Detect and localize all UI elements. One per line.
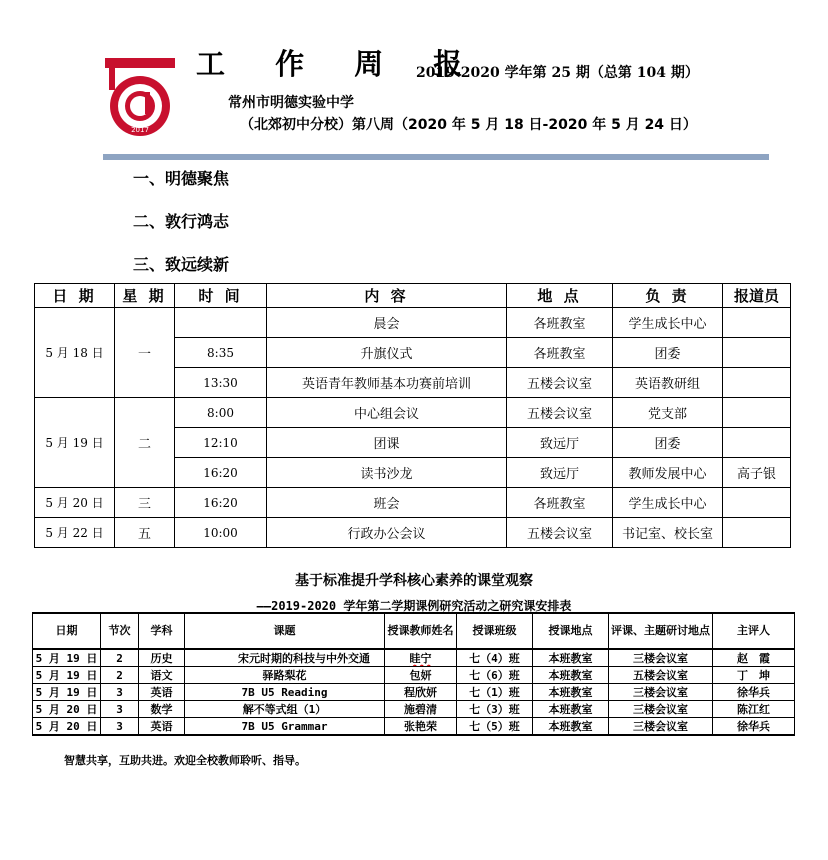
reporter-cell <box>723 368 791 398</box>
column-header: 主评人 <box>713 613 795 649</box>
column-header: 课题 <box>185 613 385 649</box>
period-cell: 3 <box>101 701 139 718</box>
header-divider <box>103 154 769 160</box>
branch-week: （北郊初中分校）第八周（2020 年 5 月 18 日-2020 年 5 月 24 日） <box>240 117 697 133</box>
content-cell: 班会 <box>267 488 507 518</box>
place-cell: 致远厅 <box>507 458 613 488</box>
column-header: 日期 <box>33 613 101 649</box>
issue-number: 2019-2020 学年第 25 期（总第 104 期） <box>416 65 699 81</box>
table-row <box>33 718 795 736</box>
observation-table <box>32 612 795 736</box>
time-cell: 8:00 <box>175 398 267 428</box>
place-cell: 本班教室 <box>533 701 609 718</box>
column-header: 授课教师姓名 <box>385 613 457 649</box>
review-place-cell: 三楼会议室 <box>609 718 713 736</box>
subject-cell: 语文 <box>139 667 185 684</box>
subject-cell: 历史 <box>139 649 185 667</box>
teacher-cell: 程欣妍 <box>385 684 457 701</box>
table-row <box>33 701 795 718</box>
teacher-cell: 施碧清 <box>385 701 457 718</box>
section-heading: 二、敦行鸿志 <box>133 212 230 231</box>
section-heading: 一、明德聚焦 <box>133 169 230 188</box>
topic-cell: 7B U5 Grammar <box>185 718 385 736</box>
period-cell: 2 <box>101 649 139 667</box>
review-place-cell: 三楼会议室 <box>609 684 713 701</box>
observation-subtitle: ——2019-2020 学年第二学期课例研究活动之研究课安排表 <box>256 599 572 613</box>
owner-cell: 团委 <box>613 428 723 458</box>
column-header: 授课班级 <box>457 613 533 649</box>
table-header-row <box>35 284 791 308</box>
content-cell: 英语青年教师基本功赛前培训 <box>267 368 507 398</box>
table-row <box>33 667 795 684</box>
class-cell: 七（3）班 <box>457 701 533 718</box>
content-cell: 读书沙龙 <box>267 458 507 488</box>
table-row <box>35 488 791 518</box>
date-cell: 5 月 20 日 <box>35 488 115 518</box>
reviewer-cell: 陈江红 <box>713 701 795 718</box>
column-header: 授课地点 <box>533 613 609 649</box>
time-cell: 16:20 <box>175 458 267 488</box>
column-header: 评课、主题研讨地点 <box>609 613 713 649</box>
report-title: 工 作 周 报 <box>196 47 483 81</box>
subject-cell: 英语 <box>139 718 185 736</box>
place-cell: 本班教室 <box>533 667 609 684</box>
teacher-cell: 包妍 <box>385 667 457 684</box>
table-row <box>33 684 795 701</box>
review-place-cell: 三楼会议室 <box>609 649 713 667</box>
topic-cell: 驿路梨花 <box>185 667 385 684</box>
class-cell: 七（6）班 <box>457 667 533 684</box>
reviewer-cell: 徐华兵 <box>713 718 795 736</box>
weekday-cell: 二 <box>115 398 175 488</box>
column-header: 星 期 <box>115 284 175 308</box>
table-row <box>35 308 791 338</box>
reporter-cell: 高子银 <box>723 458 791 488</box>
date-cell: 5 月 19 日 <box>33 649 101 667</box>
column-header: 节次 <box>101 613 139 649</box>
date-cell: 5 月 20 日 <box>33 718 101 736</box>
review-place-cell: 三楼会议室 <box>609 701 713 718</box>
weekday-cell: 一 <box>115 308 175 398</box>
date-cell: 5 月 19 日 <box>33 667 101 684</box>
section-heading: 三、致远续新 <box>133 255 230 274</box>
subject-cell: 英语 <box>139 684 185 701</box>
column-header: 日 期 <box>35 284 115 308</box>
table-header-row <box>33 613 795 649</box>
column-header: 地 点 <box>507 284 613 308</box>
time-cell <box>175 308 267 338</box>
period-cell: 2 <box>101 667 139 684</box>
table-row <box>33 649 795 667</box>
footer-note: 智慧共享，互助共进。欢迎全校教师聆听、指导。 <box>64 754 306 767</box>
reporter-cell <box>723 308 791 338</box>
column-header: 内 容 <box>267 284 507 308</box>
content-cell: 升旗仪式 <box>267 338 507 368</box>
class-cell: 七（5）班 <box>457 718 533 736</box>
date-cell: 5 月 19 日 <box>35 398 115 488</box>
teacher-name: 眭宁 <box>409 652 432 665</box>
class-cell: 七（1）班 <box>457 684 533 701</box>
time-cell: 12:10 <box>175 428 267 458</box>
time-cell: 8:35 <box>175 338 267 368</box>
reviewer-cell: 丁 坤 <box>713 667 795 684</box>
date-cell: 5 月 20 日 <box>33 701 101 718</box>
reviewer-cell: 赵 霞 <box>713 649 795 667</box>
time-cell: 10:00 <box>175 518 267 548</box>
reporter-cell <box>723 398 791 428</box>
place-cell: 五楼会议室 <box>507 398 613 428</box>
place-cell: 五楼会议室 <box>507 368 613 398</box>
date-cell: 5 月 22 日 <box>35 518 115 548</box>
weekly-schedule-table <box>34 283 791 548</box>
column-header: 负 责 <box>613 284 723 308</box>
logo-top-bar <box>105 58 175 68</box>
reporter-cell <box>723 488 791 518</box>
topic-cell: 7B U5 Reading <box>185 684 385 701</box>
owner-cell: 团委 <box>613 338 723 368</box>
table-row <box>35 398 791 428</box>
owner-cell: 英语教研组 <box>613 368 723 398</box>
teacher-cell: 张艳荣 <box>385 718 457 736</box>
content-cell: 晨会 <box>267 308 507 338</box>
reviewer-cell: 徐华兵 <box>713 684 795 701</box>
owner-cell: 学生成长中心 <box>613 488 723 518</box>
topic-cell: 解不等式组（1） <box>185 701 385 718</box>
subject-cell: 数学 <box>139 701 185 718</box>
date-cell: 5 月 18 日 <box>35 308 115 398</box>
place-cell: 致远厅 <box>507 428 613 458</box>
owner-cell: 党支部 <box>613 398 723 428</box>
reporter-cell <box>723 428 791 458</box>
place-cell: 各班教室 <box>507 308 613 338</box>
weekday-cell: 五 <box>115 518 175 548</box>
place-cell: 本班教室 <box>533 684 609 701</box>
column-header: 报道员 <box>723 284 791 308</box>
observation-title: 基于标准提升学科核心素养的课堂观察 <box>295 573 533 589</box>
reporter-cell <box>723 518 791 548</box>
period-cell: 3 <box>101 718 139 736</box>
place-cell: 各班教室 <box>507 488 613 518</box>
place-cell: 五楼会议室 <box>507 518 613 548</box>
time-cell: 13:30 <box>175 368 267 398</box>
table-row <box>35 518 791 548</box>
content-cell: 行政办公会议 <box>267 518 507 548</box>
content-cell: 团课 <box>267 428 507 458</box>
place-cell: 本班教室 <box>533 718 609 736</box>
weekday-cell: 三 <box>115 488 175 518</box>
owner-cell: 学生成长中心 <box>613 308 723 338</box>
logo-year: 2017 <box>131 126 149 134</box>
date-cell: 5 月 19 日 <box>33 684 101 701</box>
content-cell: 中心组会议 <box>267 398 507 428</box>
class-cell: 七（4）班 <box>457 649 533 667</box>
owner-cell: 书记室、校长室 <box>613 518 723 548</box>
column-header: 时 间 <box>175 284 267 308</box>
column-header: 学科 <box>139 613 185 649</box>
review-place-cell: 五楼会议室 <box>609 667 713 684</box>
owner-cell: 教师发展中心 <box>613 458 723 488</box>
teacher-cell <box>385 649 457 667</box>
topic-cell: 宋元时期的科技与中外交通 <box>185 649 385 667</box>
time-cell: 16:20 <box>175 488 267 518</box>
period-cell: 3 <box>101 684 139 701</box>
school-name: 常州市明德实验中学 <box>228 95 354 111</box>
place-cell: 各班教室 <box>507 338 613 368</box>
school-logo <box>103 52 177 144</box>
reporter-cell <box>723 338 791 368</box>
place-cell: 本班教室 <box>533 649 609 667</box>
